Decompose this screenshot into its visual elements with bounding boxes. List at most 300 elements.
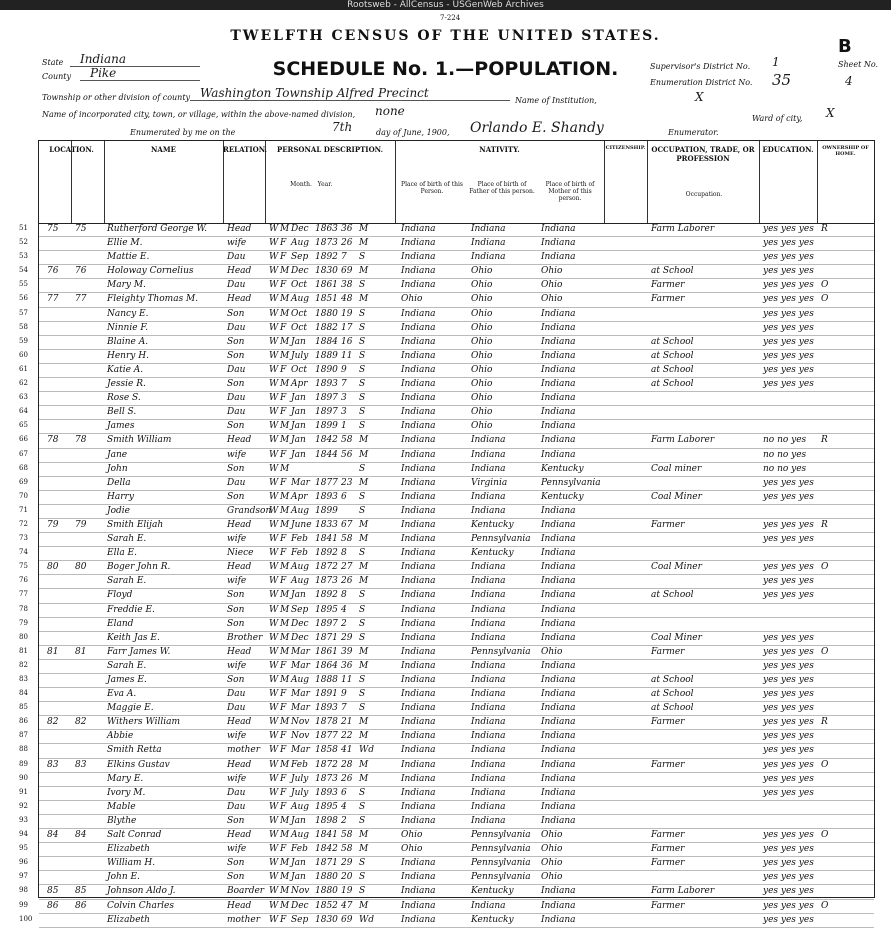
birthplace-father: Indiana: [471, 505, 506, 516]
education: yes yes yes: [763, 787, 814, 798]
birthplace-father: Pennsylvania: [471, 830, 531, 841]
birth-month: Aug: [291, 576, 310, 587]
table-row: [19, 660, 874, 674]
relation: Head: [227, 830, 252, 841]
birthplace-mother: Kentucky: [541, 463, 584, 474]
birthplace-person: Indiana: [401, 886, 436, 897]
header-birth-person: Place of birth of this Person.: [401, 181, 463, 195]
relation: Son: [227, 379, 245, 390]
table-row: [19, 589, 874, 603]
occupation: at School: [651, 336, 694, 347]
marital-status: S: [359, 379, 366, 390]
relation: Dau: [227, 252, 246, 263]
birthplace-person: Indiana: [401, 280, 436, 291]
birth-month: Aug: [291, 562, 310, 573]
race: W: [269, 604, 279, 615]
relation: Dau: [227, 787, 246, 798]
table-row: [19, 829, 874, 843]
birthplace-person: Indiana: [401, 675, 436, 685]
relation: Head: [227, 224, 252, 234]
person-name: Smith William: [107, 435, 172, 446]
line-number: 96: [19, 858, 28, 867]
marital-status: S: [359, 322, 366, 333]
birthplace-person: Indiana: [401, 463, 436, 474]
person-name: Mary M.: [107, 280, 146, 291]
sex: F: [280, 773, 287, 784]
birthplace-mother: Indiana: [541, 435, 576, 446]
sheet-letter: B: [838, 36, 852, 57]
birth-month: Aug: [291, 294, 310, 305]
person-name: Eland: [107, 618, 134, 629]
relation: Son: [227, 675, 245, 685]
table-row: [19, 815, 874, 829]
marital-status: M: [359, 519, 369, 530]
race: W: [269, 745, 279, 756]
race: W: [269, 491, 279, 502]
age: 17: [341, 322, 353, 333]
occupation: Farm Laborer: [651, 886, 715, 897]
birthplace-person: Indiana: [401, 548, 436, 559]
occupation: Farmer: [651, 280, 685, 291]
birth-month: Aug: [291, 801, 310, 812]
age: 58: [341, 534, 353, 545]
person-name: Rutherford George W.: [107, 224, 208, 234]
supervisor-value: 1: [772, 55, 780, 69]
birthplace-person: Indiana: [401, 900, 436, 911]
table-row: [19, 505, 874, 519]
sex: M: [280, 759, 290, 770]
person-name: Sarah E.: [107, 534, 147, 545]
marital-status: M: [359, 731, 369, 742]
birthplace-person: Indiana: [401, 801, 436, 812]
birthplace-mother: Indiana: [541, 604, 576, 615]
relation: Dau: [227, 322, 246, 333]
race: W: [269, 675, 279, 685]
race: W: [269, 830, 279, 841]
dwelling-number: 75: [47, 224, 59, 234]
person-name: Mary E.: [107, 773, 144, 784]
birthplace-father: Pennsylvania: [471, 646, 531, 657]
line-number: 88: [19, 745, 28, 754]
birthplace-person: Indiana: [401, 224, 436, 234]
birth-month: Dec: [291, 900, 309, 911]
occupation: at School: [651, 689, 694, 700]
education: yes yes yes: [763, 294, 814, 305]
education: yes yes yes: [763, 252, 814, 263]
relation: Head: [227, 266, 252, 277]
birthplace-mother: Indiana: [541, 745, 576, 756]
marital-status: S: [359, 689, 366, 700]
line-number: 71: [19, 505, 28, 514]
relation: Son: [227, 308, 245, 319]
relation: Dau: [227, 689, 246, 700]
institution-value: X: [695, 90, 704, 104]
table-row: [19, 265, 874, 279]
table-row: [19, 237, 874, 251]
person-name: Smith Retta: [107, 745, 162, 756]
person-name: Mattie E.: [107, 252, 150, 263]
birth-month: July: [291, 773, 309, 784]
race: W: [269, 562, 279, 573]
birthplace-father: Indiana: [471, 576, 506, 587]
age: 4: [341, 604, 347, 615]
marital-status: S: [359, 632, 366, 643]
line-number: 52: [19, 238, 28, 247]
race: W: [269, 900, 279, 911]
table-row: [19, 279, 874, 293]
birth-month: July: [291, 350, 309, 361]
education: yes yes yes: [763, 364, 814, 375]
birth-year: 1852: [315, 900, 338, 911]
person-name: Salt Conrad: [107, 830, 162, 841]
relation: Dau: [227, 280, 246, 291]
birth-year: 1892: [315, 590, 338, 601]
person-name: Keith Jas E.: [107, 632, 160, 643]
sex: F: [280, 322, 287, 333]
marital-status: M: [359, 266, 369, 277]
birth-year: 1861: [315, 646, 338, 657]
relation: Dau: [227, 393, 246, 404]
birthplace-mother: Ohio: [541, 646, 563, 657]
ward-label: Ward of city,: [752, 114, 803, 123]
line-number: 94: [19, 830, 28, 839]
table-row: [19, 759, 874, 773]
table-row: [19, 420, 874, 434]
line-number: 99: [19, 900, 28, 909]
relation: wife: [227, 844, 247, 855]
birth-year: 1851: [315, 294, 338, 305]
birthplace-person: Indiana: [401, 350, 436, 361]
incorporated-value: none: [375, 104, 405, 118]
birthplace-mother: Indiana: [541, 801, 576, 812]
person-name: William H.: [107, 858, 156, 869]
header-name: NAME: [151, 145, 176, 154]
age: 29: [341, 858, 353, 869]
birthplace-mother: Indiana: [541, 252, 576, 263]
relation: wife: [227, 576, 247, 587]
person-name: Nancy E.: [107, 308, 149, 319]
person-name: Floyd: [107, 590, 133, 601]
table-row: [19, 350, 874, 364]
sex: M: [280, 519, 290, 530]
sex: F: [280, 914, 287, 925]
race: W: [269, 477, 279, 488]
age: 26: [341, 238, 353, 249]
birth-month: Jan: [291, 590, 306, 601]
education: yes yes yes: [763, 646, 814, 657]
occupation: Farmer: [651, 759, 685, 770]
county-value: Pike: [90, 66, 117, 80]
education: no no yes: [763, 435, 807, 446]
relation: Dau: [227, 801, 246, 812]
person-name: Jodie: [107, 505, 130, 516]
birthplace-mother: Indiana: [541, 900, 576, 911]
race: W: [269, 872, 279, 883]
birth-year: 1893: [315, 787, 338, 798]
race: W: [269, 350, 279, 361]
birthplace-father: Kentucky: [471, 914, 514, 925]
person-name: Blaine A.: [107, 336, 149, 347]
person-name: Bell S.: [107, 407, 137, 418]
birthplace-person: Indiana: [401, 773, 436, 784]
birthplace-father: Ohio: [471, 308, 493, 319]
birth-month: Sep: [291, 252, 309, 263]
education: yes yes yes: [763, 477, 814, 488]
line-number: 92: [19, 801, 28, 810]
relation: wife: [227, 773, 247, 784]
education: yes yes yes: [763, 844, 814, 855]
birth-month: Mar: [291, 646, 310, 657]
table-row: [19, 688, 874, 702]
race: W: [269, 660, 279, 671]
line-number: 56: [19, 294, 28, 303]
person-name: James: [107, 421, 135, 432]
table-row: [19, 618, 874, 632]
line-number: 62: [19, 379, 28, 388]
birthplace-person: Indiana: [401, 308, 436, 319]
birthplace-father: Indiana: [471, 900, 506, 911]
race: W: [269, 576, 279, 587]
census-title: TWELFTH CENSUS OF THE UNITED STATES.: [230, 28, 661, 44]
birth-month: Oct: [291, 280, 308, 291]
home-ownership: O: [821, 280, 829, 291]
relation: wife: [227, 449, 247, 460]
relation: mother: [227, 914, 260, 925]
race: W: [269, 519, 279, 530]
line-number: 91: [19, 787, 28, 796]
birth-month: Jan: [291, 393, 306, 404]
education: yes yes yes: [763, 900, 814, 911]
birthplace-mother: Indiana: [541, 322, 576, 333]
occupation: at School: [651, 266, 694, 277]
race: W: [269, 393, 279, 404]
birthplace-mother: Indiana: [541, 618, 576, 629]
birth-year: 1833: [315, 519, 338, 530]
education: yes yes yes: [763, 238, 814, 249]
race: W: [269, 815, 279, 826]
line-number: 63: [19, 393, 28, 402]
birthplace-person: Indiana: [401, 407, 436, 418]
age: 26: [341, 576, 353, 587]
race: W: [269, 632, 279, 643]
line-number: 72: [19, 519, 28, 528]
relation: Head: [227, 759, 252, 770]
birthplace-father: Ohio: [471, 407, 493, 418]
home-ownership: O: [821, 759, 829, 770]
race: W: [269, 266, 279, 277]
dwelling-number: 76: [47, 266, 59, 277]
birthplace-mother: Indiana: [541, 703, 576, 714]
family-number: 79: [75, 519, 87, 530]
age: 8: [341, 548, 347, 559]
sex: M: [280, 505, 290, 516]
birth-year: 1872: [315, 562, 338, 573]
enumerator-label: Enumerator.: [668, 128, 719, 137]
race: W: [269, 463, 279, 474]
education: yes yes yes: [763, 717, 814, 728]
birthplace-father: Virginia: [471, 477, 508, 488]
line-number: 53: [19, 252, 28, 261]
birthplace-person: Ohio: [401, 294, 423, 305]
sex: M: [280, 421, 290, 432]
header-occupation-sub: Occupation.: [685, 191, 723, 198]
age: 22: [341, 731, 353, 742]
birthplace-mother: Indiana: [541, 534, 576, 545]
marital-status: M: [359, 660, 369, 671]
birthplace-mother: Indiana: [541, 590, 576, 601]
table-row: [19, 914, 874, 928]
line-number: 85: [19, 703, 28, 712]
race: W: [269, 407, 279, 418]
birth-month: Mar: [291, 703, 310, 714]
birth-month: June: [291, 519, 312, 530]
birthplace-person: Indiana: [401, 618, 436, 629]
birthplace-father: Kentucky: [471, 886, 514, 897]
birthplace-mother: Indiana: [541, 815, 576, 826]
header-personal: PERSONAL DESCRIPTION.: [276, 145, 384, 154]
person-name: Jessie R.: [107, 379, 146, 390]
birthplace-mother: Indiana: [541, 773, 576, 784]
occupation: Farmer: [651, 858, 685, 869]
race: W: [269, 717, 279, 728]
education: yes yes yes: [763, 872, 814, 883]
relation: Head: [227, 435, 252, 446]
sex: M: [280, 590, 290, 601]
birthplace-father: Ohio: [471, 322, 493, 333]
birthplace-father: Ohio: [471, 336, 493, 347]
birthplace-father: Indiana: [471, 632, 506, 643]
table-row: [19, 744, 874, 758]
occupation: Farmer: [651, 900, 685, 911]
race: W: [269, 421, 279, 432]
education: yes yes yes: [763, 590, 814, 601]
birthplace-person: Ohio: [401, 830, 423, 841]
age: 7: [341, 703, 347, 714]
marital-status: M: [359, 759, 369, 770]
birthplace-mother: Indiana: [541, 660, 576, 671]
birth-year: 1878: [315, 717, 338, 728]
home-ownership: O: [821, 562, 829, 573]
sex: F: [280, 844, 287, 855]
birthplace-father: Ohio: [471, 393, 493, 404]
line-number: 95: [19, 844, 28, 853]
person-name: Elizabeth: [107, 844, 150, 855]
birth-month: Aug: [291, 830, 310, 841]
table-row: [19, 885, 874, 899]
education: yes yes yes: [763, 914, 814, 925]
birthplace-father: Indiana: [471, 463, 506, 474]
table-row: [19, 801, 874, 815]
relation: Dau: [227, 407, 246, 418]
relation: wife: [227, 238, 247, 249]
marital-status: S: [359, 604, 366, 615]
age: 56: [341, 449, 353, 460]
relation: Son: [227, 336, 245, 347]
home-ownership: R: [821, 224, 828, 234]
sex: M: [280, 646, 290, 657]
line-number: 75: [19, 562, 28, 571]
line-number: 68: [19, 463, 28, 472]
birth-month: Mar: [291, 660, 310, 671]
birth-year: 1873: [315, 576, 338, 587]
birth-month: Aug: [291, 238, 310, 249]
birthplace-father: Indiana: [471, 660, 506, 671]
age: 58: [341, 844, 353, 855]
birthplace-mother: Ohio: [541, 266, 563, 277]
marital-status: M: [359, 449, 369, 460]
birthplace-person: Indiana: [401, 660, 436, 671]
relation: Son: [227, 618, 245, 629]
family-number: 78: [75, 435, 87, 446]
age: 11: [341, 675, 353, 685]
birthplace-person: Indiana: [401, 858, 436, 869]
birthplace-father: Ohio: [471, 280, 493, 291]
birthplace-mother: Ohio: [541, 294, 563, 305]
race: W: [269, 703, 279, 714]
line-number: 80: [19, 632, 28, 641]
race: W: [269, 449, 279, 460]
birthplace-father: Ohio: [471, 266, 493, 277]
relation: Son: [227, 463, 245, 474]
line-number: 93: [19, 815, 28, 824]
table-row: [19, 773, 874, 787]
sex: M: [280, 618, 290, 629]
birthplace-mother: Indiana: [541, 224, 576, 234]
sex: F: [280, 731, 287, 742]
birthplace-mother: Indiana: [541, 519, 576, 530]
age: 9: [341, 364, 347, 375]
race: W: [269, 224, 279, 234]
table-row: [19, 406, 874, 420]
person-name: John E.: [107, 872, 140, 883]
age: 67: [341, 519, 353, 530]
birthplace-mother: Indiana: [541, 505, 576, 516]
age: 38: [341, 280, 353, 291]
relation: Son: [227, 604, 245, 615]
birthplace-person: Indiana: [401, 491, 436, 502]
county-label: County: [42, 72, 71, 81]
race: W: [269, 534, 279, 545]
marital-status: M: [359, 830, 369, 841]
birthplace-person: Indiana: [401, 815, 436, 826]
header-occupation: OCCUPATION, TRADE, OR PROFESSION: [651, 145, 755, 163]
education: no no yes: [763, 449, 807, 460]
header-relation: RELATION.: [223, 145, 268, 154]
sex: M: [280, 562, 290, 573]
age: 47: [341, 900, 353, 911]
birthplace-person: Indiana: [401, 379, 436, 390]
race: W: [269, 590, 279, 601]
birthplace-mother: Ohio: [541, 872, 563, 883]
sex: F: [280, 449, 287, 460]
marital-status: S: [359, 872, 366, 883]
birth-year: 1842: [315, 844, 338, 855]
line-number: 64: [19, 407, 28, 416]
archive-watermark: Rootsweb - AllCensus - USGenWeb Archives: [0, 0, 891, 10]
birthplace-person: Indiana: [401, 449, 436, 460]
education: yes yes yes: [763, 886, 814, 897]
header-month: Month.: [290, 181, 312, 188]
birthplace-mother: Indiana: [541, 914, 576, 925]
marital-status: M: [359, 844, 369, 855]
birthplace-mother: Indiana: [541, 886, 576, 897]
relation: Niece: [227, 548, 254, 559]
birthplace-mother: Indiana: [541, 717, 576, 728]
education: yes yes yes: [763, 322, 814, 333]
occupation: Farmer: [651, 844, 685, 855]
marital-status: S: [359, 407, 366, 418]
birthplace-person: Indiana: [401, 759, 436, 770]
